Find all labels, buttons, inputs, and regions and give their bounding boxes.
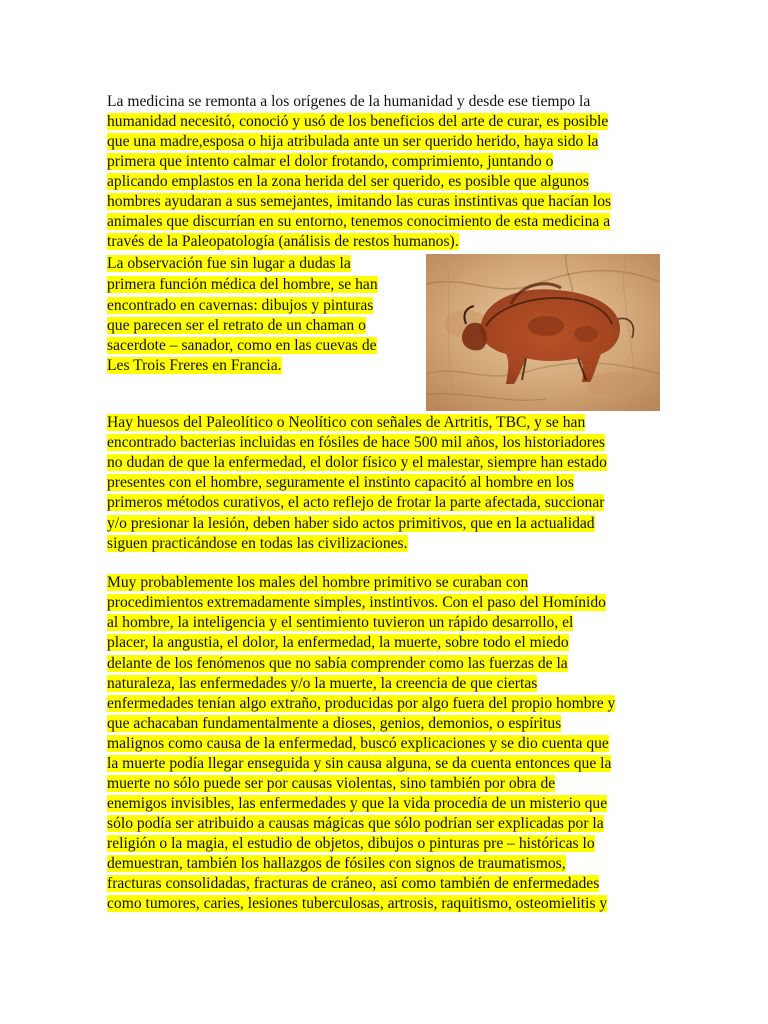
paragraph-line: enfermedades tenían algo extraño, producidas por algo fuera del propio hombre y xyxy=(107,695,616,712)
paragraph-line: como tumores, caries, lesiones tuberculosas, artrosis, raquitismo, osteomielitis y xyxy=(107,895,608,912)
paragraph-line: primeros métodos curativos, el acto reflejo de frotar la parte afectada, succionar xyxy=(107,494,605,511)
paragraph-line: naturaleza, las enfermedades y/o la muerte, la creencia de que ciertas xyxy=(107,675,538,692)
paragraph-line: presentes con el hombre, seguramente el instinto capacitó al hombre en los xyxy=(107,474,574,491)
paragraph-line: humanidad necesitó, conoció y usó de los beneficios del arte de curar, es posible xyxy=(107,113,609,130)
paragraph-line: enemigos invisibles, las enfermedades y que la vida procedía de un misterio que xyxy=(107,795,608,812)
paragraph-line: través de la Paleopatología (análisis de restos humanos). xyxy=(107,233,459,250)
paragraph-line: que una madre,esposa o hija atribulada ante un ser querido herido, haya sido la xyxy=(107,133,599,150)
paragraph-line: encontrado en cavernas: dibujos y pinturas xyxy=(107,297,374,314)
paragraph-line: procedimientos extremadamente simples, instintivos. Con el paso del Homínido xyxy=(107,594,606,611)
paragraph-line: sacerdote – sanador, como en las cuevas de xyxy=(107,337,377,354)
paragraph-line: demuestran, también los hallazgos de fósiles con signos de traumatismos, xyxy=(107,855,566,872)
paragraph-line: siguen practicándose en todas las civilizaciones. xyxy=(107,535,408,552)
paragraph-line: al hombre, la inteligencia y el sentimiento tuvieron un rápido desarrollo, el xyxy=(107,614,574,631)
paragraph-line: y/o presionar la lesión, deben haber sido actos primitivos, que en la actualidad xyxy=(107,515,595,532)
paragraph-line: religión o la magia, el estudio de objetos, dibujos o pinturas pre – históricas lo xyxy=(107,835,595,852)
paragraph-line: que achacaban fundamentalmente a dioses, genios, demonios, o espíritus xyxy=(107,715,562,732)
cave-painting-image xyxy=(426,254,660,411)
paragraph-line: no dudan de que la enfermedad, el dolor físico y el malestar, siempre han estado xyxy=(107,454,607,471)
paragraph-line: encontrado bacterias incluidas en fósiles de hace 500 mil años, los historiadores xyxy=(107,434,605,451)
paragraph-line: Hay huesos del Paleolítico o Neolítico con señales de Artritis, TBC, y se han xyxy=(107,414,586,431)
paragraph-line: fracturas consolidadas, fracturas de cráneo, así como también de enfermedades xyxy=(107,875,600,892)
paragraph-line: La observación fue sin lugar a dudas la xyxy=(107,255,351,272)
paragraph-line: primera que intento calmar el dolor frotando, comprimiento, juntando o xyxy=(107,153,554,170)
paragraph-line: hombres ayudaran a sus semejantes, imitando las curas instintivas que hacían los xyxy=(107,193,612,210)
paragraph-line: malignos como causa de la enfermedad, buscó explicaciones y se dio cuenta que xyxy=(107,735,609,752)
paragraph-line: aplicando emplastos en la zona herida del ser querido, es posible que algunos xyxy=(107,173,589,190)
paragraph-line: muerte no sólo puede ser por causas violentas, sino también por obra de xyxy=(107,775,556,792)
paragraph-line: Les Trois Freres en Francia. xyxy=(107,357,282,374)
paragraph-line: delante de los fenómenos que no sabía comprender como las fuerzas de la xyxy=(107,655,568,672)
paragraph-line: placer, la angustia, el dolor, la enfermedad, la muerte, sobre todo el miedo xyxy=(107,634,569,651)
paragraph-line: primera función médica del hombre, se han xyxy=(107,276,378,293)
paragraph-line: Muy probablemente los males del hombre primitivo se curaban con xyxy=(107,574,529,591)
paragraph-line: que parecen ser el retrato de un chaman o xyxy=(107,317,366,334)
paragraph-line: La medicina se remonta a los orígenes de la humanidad y desde ese tiempo la xyxy=(107,93,591,110)
paragraph-line: la muerte podía llegar enseguida y sin causa alguna, se da cuenta entonces que la xyxy=(107,755,612,772)
paragraph-line: animales que discurrían en su entorno, tenemos conocimiento de esta medicina a xyxy=(107,213,611,230)
paragraph-line: sólo podía ser atribuido a causas mágicas que sólo podrían ser explicadas por la xyxy=(107,815,604,832)
